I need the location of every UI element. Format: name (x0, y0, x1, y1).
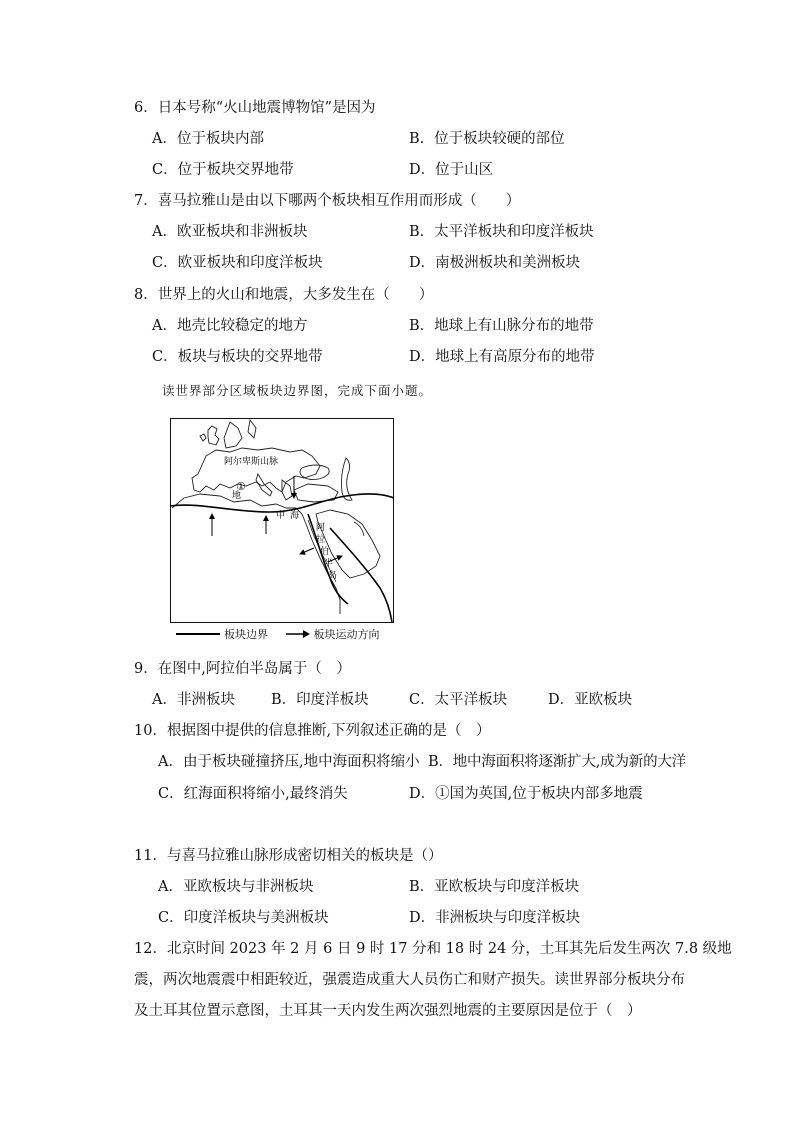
label-alps: 阿尔卑斯山脉 (224, 457, 279, 467)
boundary-line-icon (176, 630, 220, 638)
question-7-stem: 7．喜马拉雅山是由以下哪两个板块相互作用而形成（ ） (134, 193, 521, 209)
question-7-option-a: A．欧亚板块和非洲板块 (152, 224, 308, 240)
question-11-option-d: D．非洲板块与印度洋板块 (409, 910, 581, 926)
label-arabia-4: 半 (324, 559, 334, 569)
question-8-option-a: A．地壳比较稳定的地方 (152, 318, 308, 334)
question-10-option-d: D．①国为英国,位于板块内部多地震 (409, 786, 643, 802)
question-6-stem: 6．日本号称“火山地震博物馆”是因为 (134, 100, 376, 116)
question-8-stem: 8．世界上的火山和地震，大多发生在（ ） (134, 287, 434, 303)
question-12-line-3: 及土耳其位置示意图，土耳其一天内发生两次强烈地震的主要原因是位于（ ） (134, 1003, 642, 1019)
question-8-option-c: C．板块与板块的交界地带 (152, 349, 323, 365)
map-instruction: 读世界部分区域板块边界图，完成下面小题。 (162, 383, 433, 398)
question-10-option-b: B．地中海面积将逐渐扩大,成为新的大洋 (428, 754, 686, 770)
plate-boundary-map (170, 418, 394, 623)
label-di: 地 (232, 491, 242, 501)
legend-boundary (176, 626, 268, 642)
label-arabia-2: 拉 (316, 535, 326, 545)
question-7-option-d: D．南极洲板块和美洲板块 (409, 255, 581, 271)
label-arabia-3: 伯 (320, 547, 330, 557)
map-legend (176, 626, 394, 642)
question-11-option-b: B．亚欧板块与印度洋板块 (409, 879, 580, 895)
question-6-option-b: B．位于板块较硬的部位 (409, 131, 565, 147)
label-zhong: 中 (276, 511, 286, 521)
question-10-option-c: C．红海面积将缩小,最终消失 (158, 786, 348, 802)
question-11-option-c: C．印度洋板块与美洲板块 (158, 910, 329, 926)
label-hai: 海 (290, 511, 300, 521)
legend-boundary-label: 板块边界 (224, 628, 268, 641)
question-12-stem (134, 934, 732, 1027)
question-10-stem: 10．根据图中提供的信息推断,下列叙述正确的是（ ） (134, 723, 491, 739)
question-9-stem: 9．在图中,阿拉伯半岛属于（ ） (134, 661, 351, 677)
question-6-option-d: D．位于山区 (409, 162, 494, 178)
question-8-option-b: B．地球上有山脉分布的地带 (409, 318, 594, 334)
question-6-option-c: C．位于板块交界地带 (152, 162, 294, 178)
legend-direction-label: 板块运动方向 (313, 628, 380, 641)
question-9-option-b: B．印度洋板块 (271, 692, 369, 708)
question-9-option-c: C．太平洋板块 (409, 692, 508, 708)
arrow-right-icon (286, 630, 310, 638)
label-arabia-1: 阿 (316, 523, 326, 533)
question-7-option-c: C．欧亚板块和印度洋板块 (152, 255, 323, 271)
question-12-line-2: 震，两次地震震中相距较近，强震造成重大人员伤亡和财产损失。读世界部分板块分布 (134, 972, 685, 988)
question-9-option-d: D．亚欧板块 (548, 692, 633, 708)
label-arabia-5: 岛 (328, 571, 338, 581)
question-11-option-a: A．亚欧板块与非洲板块 (158, 879, 314, 895)
question-8-option-d: D．地球上有高原分布的地带 (409, 349, 595, 365)
question-7-option-b: B．太平洋板块和印度洋板块 (409, 224, 594, 240)
question-12-line-1: 12．北京时间 2023 年 2 月 6 日 9 时 17 分和 18 时 24 分，土耳其先后发生两次 7.8 级地 (134, 941, 732, 957)
label-circled-1: ① (236, 480, 246, 493)
question-10-option-a: A．由于板块碰撞挤压,地中海面积将缩小 (158, 754, 420, 770)
question-11-stem: 11．与喜马拉雅山脉形成密切相关的板块是（） (134, 848, 443, 864)
legend-direction (286, 626, 380, 642)
question-9-option-a: A．非洲板块 (152, 692, 235, 708)
question-6-option-a: A．位于板块内部 (152, 131, 264, 147)
